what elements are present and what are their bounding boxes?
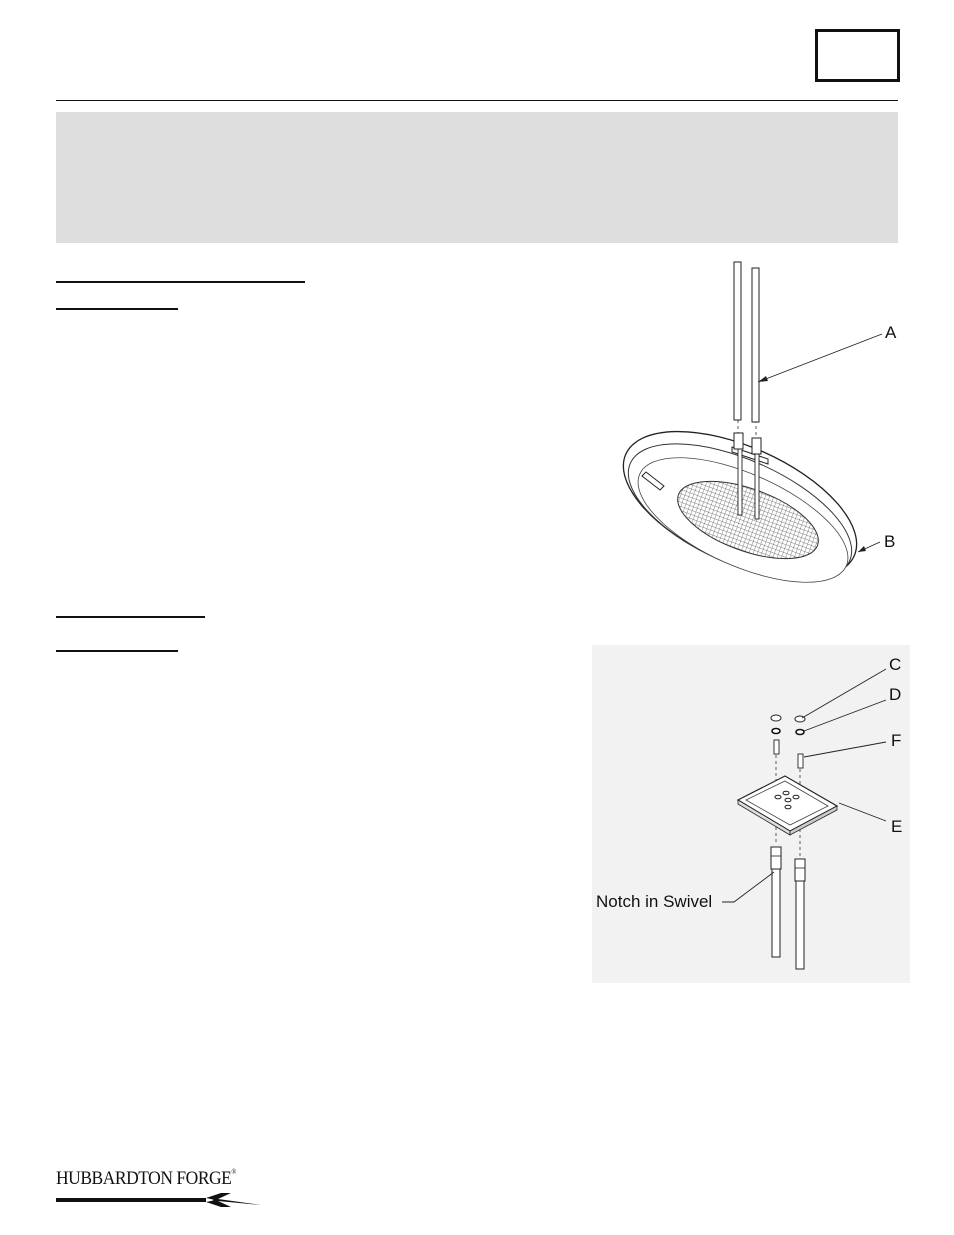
registered-mark: ® [231,1168,236,1176]
callout-b: B [884,532,896,551]
nut [771,715,781,721]
washer [772,729,780,734]
canopy-hardware-diagram [592,645,910,983]
callout-notch-in-swivel: Notch in Swivel [596,892,713,911]
threaded-nipple [798,754,803,768]
page-number-box [815,29,900,82]
callout-f: F [891,731,902,750]
section-heading-underline [56,281,305,283]
header-rule [56,100,898,101]
stem-rod [796,881,804,969]
leader-line-e [839,803,886,821]
leader-line-a [758,334,882,382]
swivel [795,859,805,881]
subheading-underline [56,308,178,310]
threaded-nipple [774,740,779,754]
callout-c: C [889,655,902,674]
stem-connector [752,438,761,454]
section-heading-underline [56,616,205,618]
leader-line-f [804,742,886,757]
stem-rod [772,869,780,957]
forge-tongs-icon [56,1190,266,1210]
subheading-underline [56,650,178,652]
stem-connector [734,433,743,449]
leader-line-d [804,700,886,731]
callout-d: D [889,685,902,704]
stem-rod [752,268,759,422]
callout-e: E [891,817,903,836]
brand-name: HUBBARDTON FORGE [56,1168,232,1189]
washer [796,730,804,735]
callout-a: A [885,323,897,342]
shade-assembly-diagram [600,250,920,610]
brand-logo [56,1168,236,1190]
leader-line-notch [722,872,774,902]
leader-line-c [802,669,886,718]
stem-rod [734,262,741,420]
info-panel [56,112,898,243]
swivel [771,847,781,869]
